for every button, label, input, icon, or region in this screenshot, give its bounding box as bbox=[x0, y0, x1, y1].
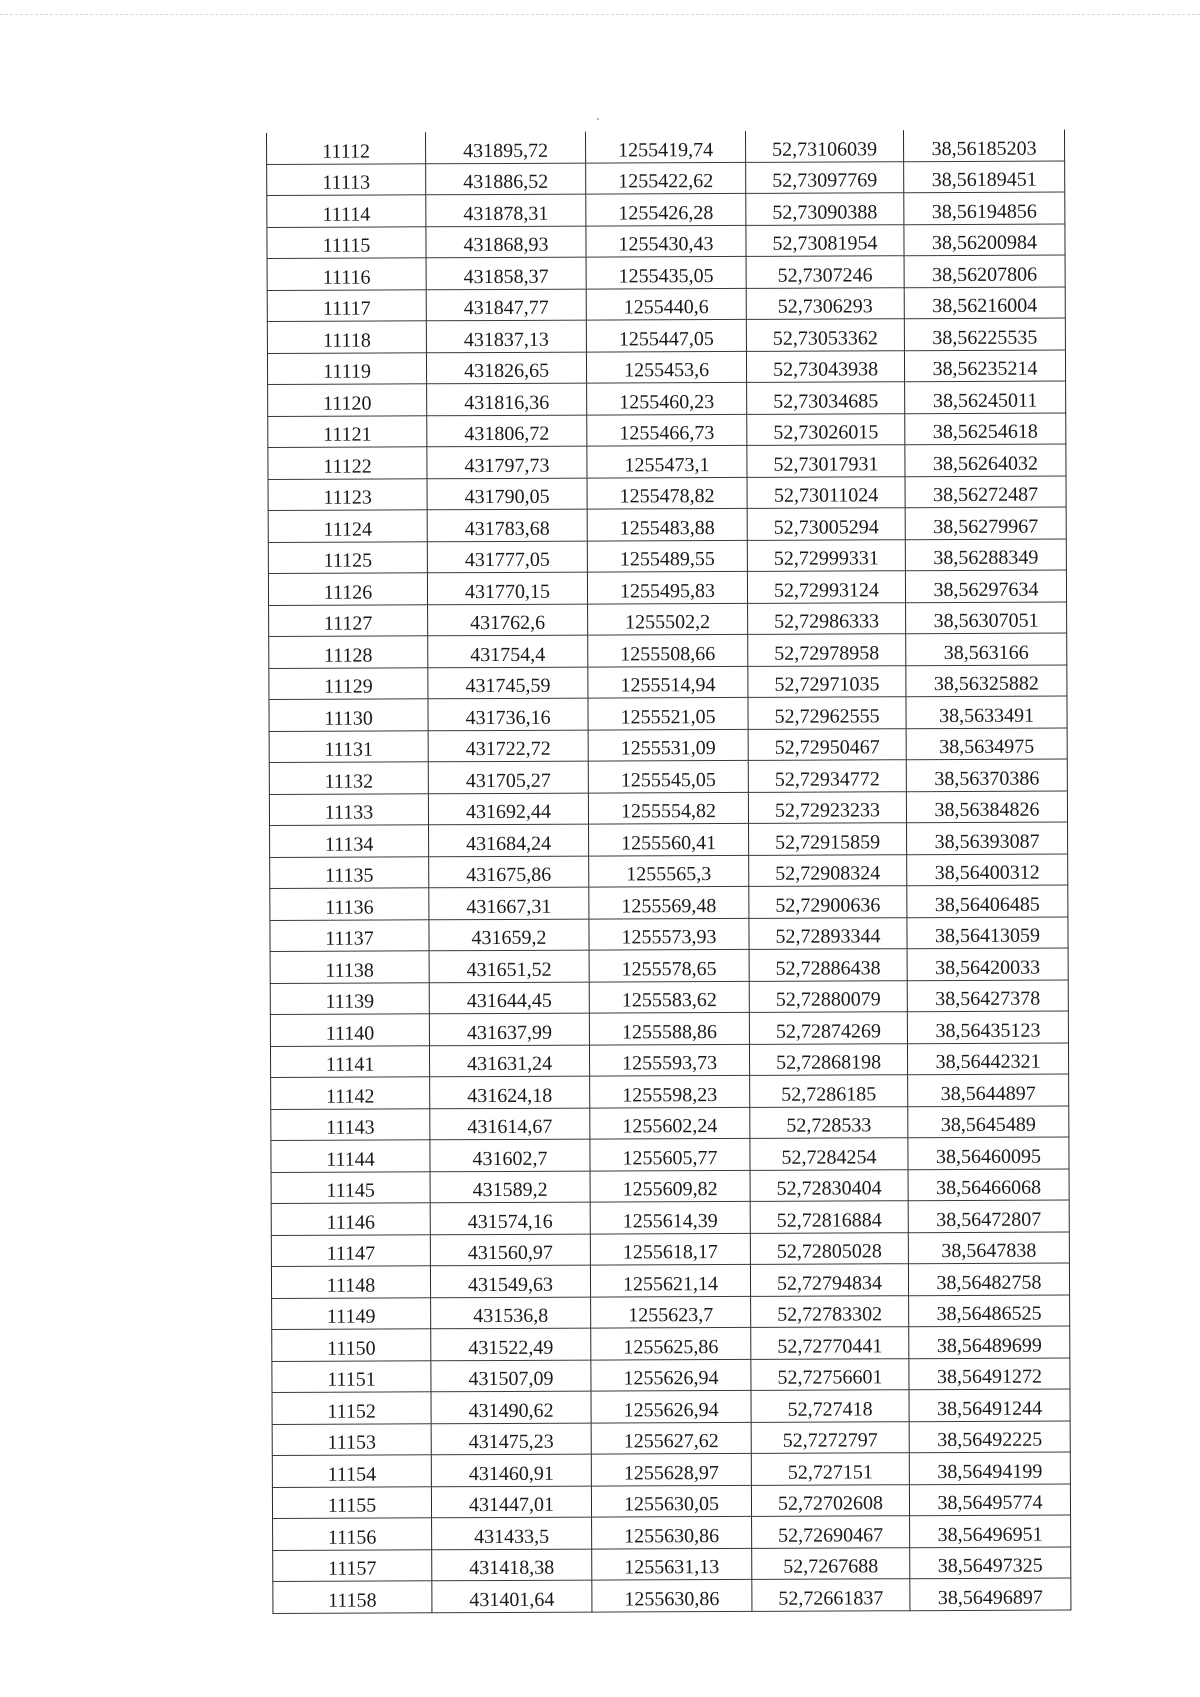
point-number-cell: 11143 bbox=[271, 1108, 430, 1140]
table-row bbox=[268, 539, 1066, 574]
x-coordinate-cell: 431490,62 bbox=[431, 1391, 591, 1423]
latitude-cell: 52,72690467 bbox=[752, 1516, 910, 1548]
table-row bbox=[267, 255, 1065, 290]
longitude-cell: 38,56194856 bbox=[904, 192, 1065, 224]
table-row bbox=[269, 633, 1067, 668]
y-coordinate-cell: 1255514,94 bbox=[588, 666, 748, 698]
x-coordinate-cell: 431745,59 bbox=[428, 667, 588, 699]
table-row bbox=[271, 1074, 1069, 1109]
latitude-cell: 52,72978958 bbox=[748, 634, 906, 666]
point-number-cell: 11148 bbox=[271, 1266, 430, 1298]
point-number-cell: 11139 bbox=[270, 982, 429, 1014]
point-number-cell: 11126 bbox=[268, 573, 427, 605]
table-row bbox=[270, 1011, 1068, 1046]
longitude-cell: 38,56482758 bbox=[908, 1263, 1069, 1295]
longitude-cell: 38,56492225 bbox=[909, 1421, 1070, 1453]
point-number-cell: 11136 bbox=[270, 888, 429, 920]
point-number-cell: 11130 bbox=[269, 699, 428, 731]
longitude-cell: 38,56288349 bbox=[905, 539, 1066, 571]
longitude-cell: 38,56427378 bbox=[907, 980, 1068, 1012]
point-number-cell: 11128 bbox=[269, 636, 428, 668]
latitude-cell: 52,72874269 bbox=[749, 1012, 907, 1044]
longitude-cell: 38,56254618 bbox=[905, 413, 1066, 445]
longitude-cell: 38,56225535 bbox=[904, 318, 1065, 350]
table-row bbox=[268, 476, 1066, 511]
coordinate-table-body bbox=[267, 130, 1071, 1613]
y-coordinate-cell: 1255630,86 bbox=[592, 1516, 752, 1548]
y-coordinate-cell: 1255508,66 bbox=[588, 634, 748, 666]
table-row bbox=[272, 1326, 1070, 1361]
longitude-cell: 38,56216004 bbox=[904, 287, 1065, 319]
table-row bbox=[269, 602, 1067, 637]
y-coordinate-cell: 1255531,09 bbox=[588, 729, 748, 761]
y-coordinate-cell: 1255545,05 bbox=[588, 760, 748, 792]
latitude-cell: 52,72880079 bbox=[749, 980, 907, 1012]
point-number-cell: 11147 bbox=[271, 1234, 430, 1266]
x-coordinate-cell: 431631,24 bbox=[429, 1045, 589, 1077]
y-coordinate-cell: 1255466,73 bbox=[587, 414, 747, 446]
y-coordinate-cell: 1255478,82 bbox=[587, 477, 747, 509]
latitude-cell: 52,72661837 bbox=[752, 1579, 910, 1611]
latitude-cell: 52,7286185 bbox=[750, 1075, 908, 1107]
longitude-cell: 38,56207806 bbox=[904, 255, 1065, 287]
y-coordinate-cell: 1255625,86 bbox=[591, 1327, 751, 1359]
x-coordinate-cell: 431797,73 bbox=[427, 446, 587, 478]
latitude-cell: 52,728533 bbox=[750, 1106, 908, 1138]
point-number-cell: 11129 bbox=[269, 667, 428, 699]
x-coordinate-cell: 431460,91 bbox=[431, 1454, 591, 1486]
y-coordinate-cell: 1255628,97 bbox=[591, 1453, 751, 1485]
x-coordinate-cell: 431667,31 bbox=[429, 887, 589, 919]
latitude-cell: 52,7284254 bbox=[750, 1138, 908, 1170]
latitude-cell: 52,72886438 bbox=[749, 949, 907, 981]
point-number-cell: 11154 bbox=[272, 1455, 431, 1487]
x-coordinate-cell: 431895,72 bbox=[425, 132, 585, 164]
latitude-cell: 52,73011024 bbox=[747, 476, 905, 508]
table-row bbox=[269, 665, 1067, 700]
point-number-cell: 11134 bbox=[270, 825, 429, 857]
point-number-cell: 11125 bbox=[268, 541, 427, 573]
point-number-cell: 11121 bbox=[268, 415, 427, 447]
x-coordinate-cell: 431659,2 bbox=[429, 919, 589, 951]
latitude-cell: 52,72950467 bbox=[748, 728, 906, 760]
x-coordinate-cell: 431868,93 bbox=[426, 226, 586, 258]
x-coordinate-cell: 431736,16 bbox=[428, 698, 588, 730]
table-row bbox=[273, 1578, 1071, 1613]
x-coordinate-cell: 431878,31 bbox=[426, 194, 586, 226]
longitude-cell: 38,56435123 bbox=[907, 1011, 1068, 1043]
point-number-cell: 11118 bbox=[267, 321, 426, 353]
y-coordinate-cell: 1255521,05 bbox=[588, 697, 748, 729]
x-coordinate-cell: 431837,13 bbox=[426, 320, 586, 352]
longitude-cell: 38,563166 bbox=[906, 633, 1067, 665]
table-row bbox=[269, 791, 1067, 826]
latitude-cell: 52,72805028 bbox=[750, 1232, 908, 1264]
point-number-cell: 11145 bbox=[271, 1171, 430, 1203]
table-row bbox=[271, 1200, 1069, 1235]
point-number-cell: 11115 bbox=[267, 226, 426, 258]
x-coordinate-cell: 431684,24 bbox=[429, 824, 589, 856]
table-row bbox=[272, 1484, 1070, 1519]
latitude-cell: 52,72702608 bbox=[751, 1484, 909, 1516]
latitude-cell: 52,73106039 bbox=[745, 130, 903, 162]
longitude-cell: 38,56264032 bbox=[905, 444, 1066, 476]
longitude-cell: 38,56400312 bbox=[907, 854, 1068, 886]
longitude-cell: 38,56245011 bbox=[905, 381, 1066, 413]
point-number-cell: 11150 bbox=[272, 1329, 431, 1361]
table-row bbox=[272, 1389, 1070, 1424]
longitude-cell: 38,56393087 bbox=[907, 822, 1068, 854]
y-coordinate-cell: 1255573,93 bbox=[589, 918, 749, 950]
latitude-cell: 52,73017931 bbox=[747, 445, 905, 477]
x-coordinate-cell: 431574,16 bbox=[430, 1202, 590, 1234]
longitude-cell: 38,56489699 bbox=[909, 1326, 1070, 1358]
longitude-cell: 38,5644897 bbox=[908, 1074, 1069, 1106]
longitude-cell: 38,56406485 bbox=[907, 885, 1068, 917]
longitude-cell: 38,56413059 bbox=[907, 917, 1068, 949]
longitude-cell: 38,56272487 bbox=[905, 476, 1066, 508]
x-coordinate-cell: 431589,2 bbox=[430, 1171, 590, 1203]
table-row bbox=[271, 1263, 1069, 1298]
longitude-cell: 38,5634975 bbox=[906, 728, 1067, 760]
longitude-cell: 38,56370386 bbox=[906, 759, 1067, 791]
point-number-cell: 11116 bbox=[267, 258, 426, 290]
y-coordinate-cell: 1255578,65 bbox=[589, 949, 749, 981]
point-number-cell: 11141 bbox=[270, 1045, 429, 1077]
x-coordinate-cell: 431644,45 bbox=[429, 982, 589, 1014]
longitude-cell: 38,5647838 bbox=[908, 1232, 1069, 1264]
table-row bbox=[271, 1169, 1069, 1204]
latitude-cell: 52,72794834 bbox=[750, 1264, 908, 1296]
y-coordinate-cell: 1255605,77 bbox=[590, 1138, 750, 1170]
latitude-cell: 52,72923233 bbox=[748, 791, 906, 823]
longitude-cell: 38,56189451 bbox=[904, 161, 1065, 193]
y-coordinate-cell: 1255614,39 bbox=[590, 1201, 750, 1233]
point-number-cell: 11133 bbox=[269, 793, 428, 825]
scan-speck bbox=[597, 118, 599, 120]
longitude-cell: 38,56235214 bbox=[904, 350, 1065, 382]
point-number-cell: 11135 bbox=[270, 856, 429, 888]
table-row bbox=[267, 318, 1065, 353]
y-coordinate-cell: 1255627,62 bbox=[591, 1422, 751, 1454]
latitude-cell: 52,72993124 bbox=[747, 571, 905, 603]
table-row bbox=[268, 570, 1066, 605]
x-coordinate-cell: 431847,77 bbox=[426, 289, 586, 321]
point-number-cell: 11152 bbox=[272, 1392, 431, 1424]
latitude-cell: 52,72999331 bbox=[747, 539, 905, 571]
point-number-cell: 11131 bbox=[269, 730, 428, 762]
x-coordinate-cell: 431602,7 bbox=[430, 1139, 590, 1171]
longitude-cell: 38,56496951 bbox=[910, 1515, 1071, 1547]
x-coordinate-cell: 431692,44 bbox=[428, 793, 588, 825]
table-row bbox=[273, 1547, 1071, 1582]
point-number-cell: 11114 bbox=[267, 195, 426, 227]
table-row bbox=[270, 948, 1068, 983]
latitude-cell: 52,72783302 bbox=[751, 1295, 909, 1327]
x-coordinate-cell: 431675,86 bbox=[429, 856, 589, 888]
longitude-cell: 38,56496897 bbox=[910, 1578, 1071, 1610]
table-row bbox=[267, 192, 1065, 227]
point-number-cell: 11146 bbox=[271, 1203, 430, 1235]
y-coordinate-cell: 1255621,14 bbox=[590, 1264, 750, 1296]
longitude-cell: 38,56495774 bbox=[909, 1484, 1070, 1516]
y-coordinate-cell: 1255602,24 bbox=[590, 1107, 750, 1139]
latitude-cell: 52,72816884 bbox=[750, 1201, 908, 1233]
longitude-cell: 38,56460095 bbox=[908, 1137, 1069, 1169]
longitude-cell: 38,56185203 bbox=[903, 130, 1064, 162]
scan-edge-line bbox=[0, 14, 1200, 15]
latitude-cell: 52,72868198 bbox=[749, 1043, 907, 1075]
point-number-cell: 11144 bbox=[271, 1140, 430, 1172]
y-coordinate-cell: 1255483,88 bbox=[587, 508, 747, 540]
latitude-cell: 52,73043938 bbox=[746, 350, 904, 382]
latitude-cell: 52,72830404 bbox=[750, 1169, 908, 1201]
latitude-cell: 52,73053362 bbox=[746, 319, 904, 351]
x-coordinate-cell: 431549,63 bbox=[430, 1265, 590, 1297]
table-row bbox=[271, 1137, 1069, 1172]
x-coordinate-cell: 431536,8 bbox=[431, 1297, 591, 1329]
table-row bbox=[272, 1358, 1070, 1393]
x-coordinate-cell: 431475,23 bbox=[431, 1423, 591, 1455]
table-row bbox=[269, 759, 1067, 794]
y-coordinate-cell: 1255430,43 bbox=[586, 225, 746, 257]
table-row bbox=[270, 885, 1068, 920]
x-coordinate-cell: 431762,6 bbox=[428, 604, 588, 636]
x-coordinate-cell: 431637,99 bbox=[429, 1013, 589, 1045]
x-coordinate-cell: 431705,27 bbox=[428, 761, 588, 793]
table-row bbox=[268, 413, 1066, 448]
point-number-cell: 11151 bbox=[272, 1360, 431, 1392]
y-coordinate-cell: 1255623,7 bbox=[591, 1296, 751, 1328]
y-coordinate-cell: 1255426,28 bbox=[586, 193, 746, 225]
y-coordinate-cell: 1255495,83 bbox=[587, 571, 747, 603]
table-row bbox=[270, 854, 1068, 889]
coordinate-table bbox=[266, 130, 1071, 1614]
x-coordinate-cell: 431790,05 bbox=[427, 478, 587, 510]
table-row bbox=[267, 161, 1065, 196]
x-coordinate-cell: 431783,68 bbox=[427, 509, 587, 541]
latitude-cell: 52,73090388 bbox=[746, 193, 904, 225]
point-number-cell: 11156 bbox=[273, 1518, 432, 1550]
latitude-cell: 52,73097769 bbox=[746, 161, 904, 193]
y-coordinate-cell: 1255460,23 bbox=[587, 382, 747, 414]
latitude-cell: 52,72962555 bbox=[748, 697, 906, 729]
point-number-cell: 11112 bbox=[267, 132, 426, 164]
longitude-cell: 38,56384826 bbox=[906, 791, 1067, 823]
table-row bbox=[270, 980, 1068, 1015]
longitude-cell: 38,56279967 bbox=[905, 507, 1066, 539]
y-coordinate-cell: 1255560,41 bbox=[589, 823, 749, 855]
y-coordinate-cell: 1255630,05 bbox=[591, 1485, 751, 1517]
longitude-cell: 38,5633491 bbox=[906, 696, 1067, 728]
table-row bbox=[272, 1295, 1070, 1330]
x-coordinate-cell: 431754,4 bbox=[428, 635, 588, 667]
latitude-cell: 52,72893344 bbox=[749, 917, 907, 949]
table-row bbox=[270, 822, 1068, 857]
table-row bbox=[268, 507, 1066, 542]
x-coordinate-cell: 431433,5 bbox=[432, 1517, 592, 1549]
point-number-cell: 11117 bbox=[267, 289, 426, 321]
point-number-cell: 11157 bbox=[273, 1549, 432, 1581]
x-coordinate-cell: 431806,72 bbox=[427, 415, 587, 447]
x-coordinate-cell: 431560,97 bbox=[430, 1234, 590, 1266]
table-row bbox=[267, 130, 1065, 164]
y-coordinate-cell: 1255440,6 bbox=[586, 288, 746, 320]
table-row bbox=[269, 696, 1067, 731]
longitude-cell: 38,56442321 bbox=[907, 1043, 1068, 1075]
table-row bbox=[267, 350, 1065, 385]
longitude-cell: 38,56497325 bbox=[910, 1547, 1071, 1579]
table-row bbox=[268, 381, 1066, 416]
table-row bbox=[271, 1106, 1069, 1141]
latitude-cell: 52,73026015 bbox=[747, 413, 905, 445]
latitude-cell: 52,72971035 bbox=[748, 665, 906, 697]
x-coordinate-cell: 431886,52 bbox=[426, 163, 586, 195]
latitude-cell: 52,7306293 bbox=[746, 287, 904, 319]
longitude-cell: 38,5645489 bbox=[908, 1106, 1069, 1138]
y-coordinate-cell: 1255565,3 bbox=[589, 855, 749, 887]
longitude-cell: 38,56494199 bbox=[909, 1452, 1070, 1484]
latitude-cell: 52,72908324 bbox=[749, 854, 907, 886]
latitude-cell: 52,72915859 bbox=[749, 823, 907, 855]
x-coordinate-cell: 431418,38 bbox=[432, 1549, 592, 1581]
latitude-cell: 52,72986333 bbox=[748, 602, 906, 634]
point-number-cell: 11120 bbox=[268, 384, 427, 416]
latitude-cell: 52,72770441 bbox=[751, 1327, 909, 1359]
point-number-cell: 11127 bbox=[269, 604, 428, 636]
point-number-cell: 11137 bbox=[270, 919, 429, 951]
table-row bbox=[272, 1421, 1070, 1456]
coordinate-table-container bbox=[266, 130, 1070, 1614]
point-number-cell: 11132 bbox=[269, 762, 428, 794]
table-row bbox=[267, 224, 1065, 259]
longitude-cell: 38,56491244 bbox=[909, 1389, 1070, 1421]
latitude-cell: 52,73005294 bbox=[747, 508, 905, 540]
x-coordinate-cell: 431522,49 bbox=[431, 1328, 591, 1360]
y-coordinate-cell: 1255422,62 bbox=[586, 162, 746, 194]
y-coordinate-cell: 1255618,17 bbox=[590, 1233, 750, 1265]
x-coordinate-cell: 431614,67 bbox=[430, 1108, 590, 1140]
latitude-cell: 52,727151 bbox=[751, 1453, 909, 1485]
y-coordinate-cell: 1255473,1 bbox=[587, 445, 747, 477]
y-coordinate-cell: 1255502,2 bbox=[588, 603, 748, 635]
point-number-cell: 11122 bbox=[268, 447, 427, 479]
latitude-cell: 52,73034685 bbox=[747, 382, 905, 414]
point-number-cell: 11119 bbox=[267, 352, 426, 384]
y-coordinate-cell: 1255626,94 bbox=[591, 1390, 751, 1422]
longitude-cell: 38,56200984 bbox=[904, 224, 1065, 256]
latitude-cell: 52,7267688 bbox=[752, 1547, 910, 1579]
longitude-cell: 38,56491272 bbox=[909, 1358, 1070, 1390]
point-number-cell: 11153 bbox=[272, 1423, 431, 1455]
latitude-cell: 52,72756601 bbox=[751, 1358, 909, 1390]
x-coordinate-cell: 431624,18 bbox=[430, 1076, 590, 1108]
point-number-cell: 11124 bbox=[268, 510, 427, 542]
x-coordinate-cell: 431826,65 bbox=[426, 352, 586, 384]
table-row bbox=[271, 1232, 1069, 1267]
y-coordinate-cell: 1255609,82 bbox=[590, 1170, 750, 1202]
x-coordinate-cell: 431816,36 bbox=[427, 383, 587, 415]
y-coordinate-cell: 1255489,55 bbox=[587, 540, 747, 572]
latitude-cell: 52,73081954 bbox=[746, 224, 904, 256]
y-coordinate-cell: 1255631,13 bbox=[592, 1548, 752, 1580]
y-coordinate-cell: 1255554,82 bbox=[588, 792, 748, 824]
table-row bbox=[268, 444, 1066, 479]
y-coordinate-cell: 1255588,86 bbox=[589, 1012, 749, 1044]
y-coordinate-cell: 1255630,86 bbox=[592, 1579, 752, 1611]
latitude-cell: 52,727418 bbox=[751, 1390, 909, 1422]
longitude-cell: 38,56297634 bbox=[905, 570, 1066, 602]
x-coordinate-cell: 431401,64 bbox=[432, 1580, 592, 1612]
table-row bbox=[267, 287, 1065, 322]
longitude-cell: 38,56325882 bbox=[906, 665, 1067, 697]
point-number-cell: 11113 bbox=[267, 163, 426, 195]
y-coordinate-cell: 1255626,94 bbox=[591, 1359, 751, 1391]
longitude-cell: 38,56466068 bbox=[908, 1169, 1069, 1201]
longitude-cell: 38,56420033 bbox=[907, 948, 1068, 980]
table-row bbox=[270, 1043, 1068, 1078]
y-coordinate-cell: 1255453,6 bbox=[586, 351, 746, 383]
y-coordinate-cell: 1255598,23 bbox=[590, 1075, 750, 1107]
point-number-cell: 11123 bbox=[268, 478, 427, 510]
table-row bbox=[273, 1515, 1071, 1550]
x-coordinate-cell: 431447,01 bbox=[431, 1486, 591, 1518]
longitude-cell: 38,56307051 bbox=[906, 602, 1067, 634]
y-coordinate-cell: 1255593,73 bbox=[589, 1044, 749, 1076]
point-number-cell: 11142 bbox=[271, 1077, 430, 1109]
x-coordinate-cell: 431722,72 bbox=[428, 730, 588, 762]
longitude-cell: 38,56486525 bbox=[909, 1295, 1070, 1327]
table-row bbox=[269, 728, 1067, 763]
x-coordinate-cell: 431858,37 bbox=[426, 257, 586, 289]
x-coordinate-cell: 431770,15 bbox=[427, 572, 587, 604]
point-number-cell: 11149 bbox=[272, 1297, 431, 1329]
point-number-cell: 11138 bbox=[270, 951, 429, 983]
y-coordinate-cell: 1255419,74 bbox=[585, 131, 745, 163]
latitude-cell: 52,7307246 bbox=[746, 256, 904, 288]
point-number-cell: 11158 bbox=[273, 1581, 432, 1613]
latitude-cell: 52,72934772 bbox=[748, 760, 906, 792]
x-coordinate-cell: 431507,09 bbox=[431, 1360, 591, 1392]
y-coordinate-cell: 1255435,05 bbox=[586, 256, 746, 288]
longitude-cell: 38,56472807 bbox=[908, 1200, 1069, 1232]
x-coordinate-cell: 431777,05 bbox=[427, 541, 587, 573]
y-coordinate-cell: 1255447,05 bbox=[586, 319, 746, 351]
x-coordinate-cell: 431651,52 bbox=[429, 950, 589, 982]
y-coordinate-cell: 1255583,62 bbox=[589, 981, 749, 1013]
point-number-cell: 11155 bbox=[272, 1486, 431, 1518]
y-coordinate-cell: 1255569,48 bbox=[589, 886, 749, 918]
table-row bbox=[272, 1452, 1070, 1487]
point-number-cell: 11140 bbox=[270, 1014, 429, 1046]
latitude-cell: 52,72900636 bbox=[749, 886, 907, 918]
table-row bbox=[270, 917, 1068, 952]
latitude-cell: 52,7272797 bbox=[751, 1421, 909, 1453]
